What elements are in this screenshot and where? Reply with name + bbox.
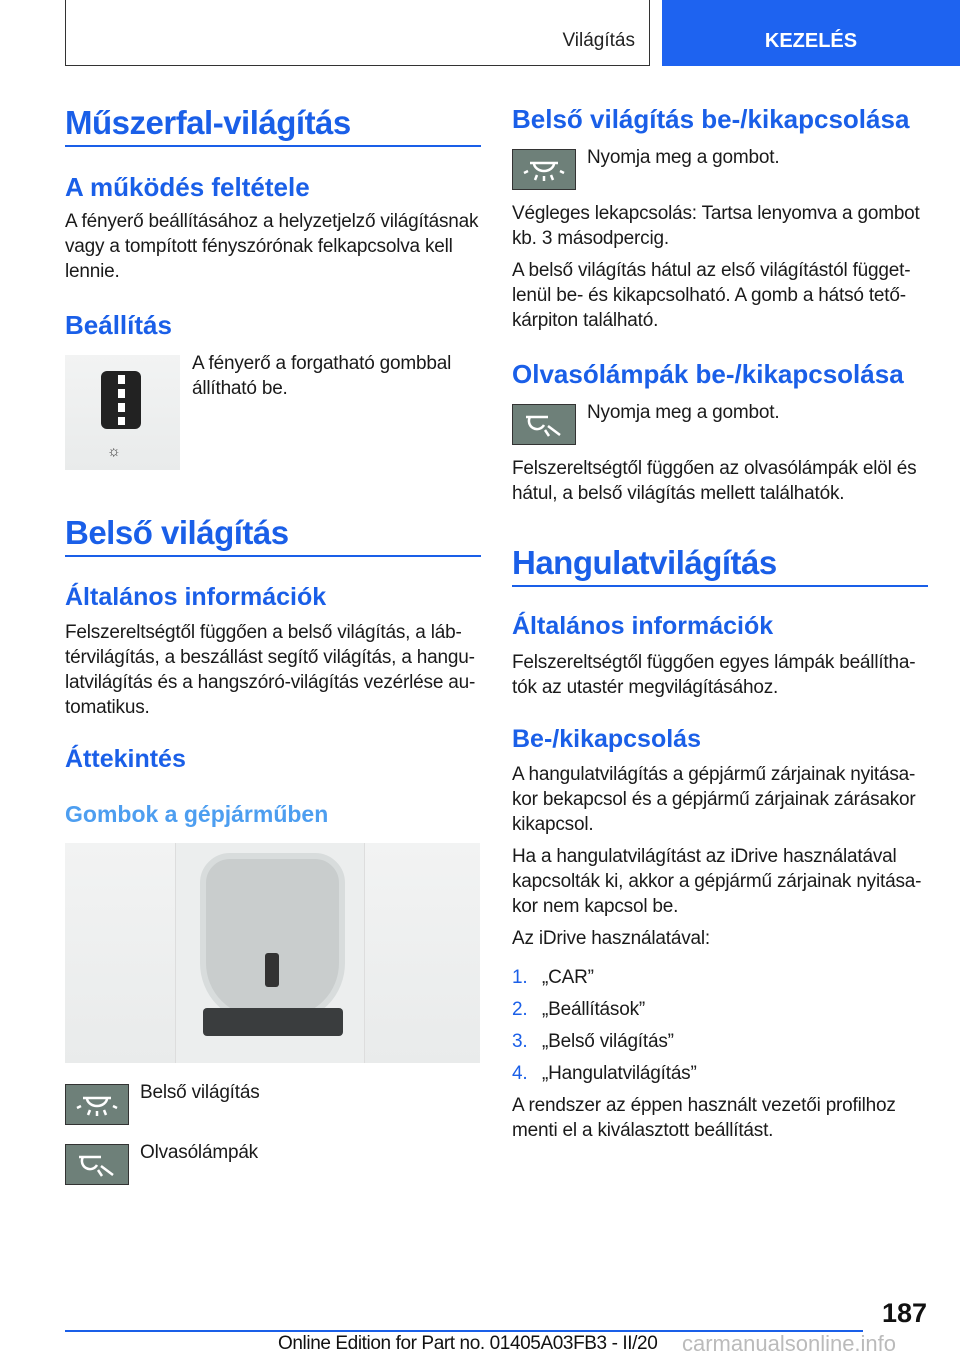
on-off-text-3: Az iDrive használatával: [512,928,710,949]
brightness-icon: ☼ [107,443,121,460]
heading-condition: A működés feltétele [65,172,310,202]
reading-text: Felszereltségtől függően az olvasólámpák elöl és hátul, a belső világítás mellett találhatók. [512,458,917,504]
general-info-text: Felszereltségtől függően a belső világítás, a lábtérvilágítás, a beszállást segítő világítás, a hangulatvilágítás és a hangszóró-világítás vezérlése automatikus. [65,622,476,718]
step-number: 3. [512,1031,528,1052]
step-item [512,1029,674,1054]
watermark[interactable]: carmanualsonline.info [682,1331,897,1356]
step-number: 2. [512,999,528,1020]
reading-light-icon [65,1144,129,1185]
step-number: 1. [512,967,528,988]
roof-console-image [65,843,480,1063]
interior-text-1: Végleges lekapcsolás: Tartsa lenyomva a gombot kb. 3 másodpercig. [512,203,920,249]
heading-reading-on-off: Olvasólámpák be-/kikapcsolása [512,359,904,389]
setting-text: A fényerő a forgatható gombbal állítható be. [192,353,452,399]
section-title: Világítás [562,30,635,51]
step-item [512,965,594,990]
ambient-general-text: Felszereltségtől függően egyes lámpák beállíthatók az utastér megvilágításához. [512,652,916,698]
divider [65,145,481,147]
divider [65,555,481,557]
legend-reading-lights: Olvasólámpák [140,1142,258,1163]
divider [512,585,928,587]
step-number: 4. [512,1063,528,1084]
interior-light-icon [65,1084,129,1125]
heading-on-off: Be-/kikapcsolás [512,725,701,753]
heading-interior-on-off: Belső világítás be-/kikapcsolása [512,104,910,134]
step-item [512,1061,697,1086]
step-item [512,997,645,1022]
condition-text: A fényerő beállításához a helyzetjelző világításnak vagy a tompított fényszórónak felkapcsolva kell lennie. [65,211,479,282]
edition-text: Online Edition for Part no. 01405A03FB3 - II/20 [278,1333,658,1354]
heading-interior-lighting: Belső világítás [65,514,289,551]
interior-press-text: Nyomja meg a gombot. [587,147,780,168]
on-off-text-1: A hangulatvilágítás a gépjármű zárjainak nyitásakor bekapcsol és a gépjármű zárjainak zárásakor kikapcsol. [512,764,916,835]
page-number: 187 [881,1298,927,1328]
on-off-text-2: Ha a hangulatvilágítást az iDrive használatával kapcsolták ki, akkor a gépjármű zárjainak nyitásakor nem kapcsol be. [512,846,922,917]
chapter-tab[interactable]: KEZELÉS [662,0,960,66]
on-off-text-4: A rendszer az éppen használt vezetői profilhoz menti el a kiválasztott beállítást. [512,1095,896,1141]
heading-general-info: Általános információk [65,583,327,611]
step-text: „Beállítások” [542,999,645,1020]
interior-text-2: A belső világítás hátul az első világítástól függetlenül be- és kikapcsolható. A gomb a hátsó tetőkárpiton található. [512,260,911,331]
step-text: „Belső világítás” [542,1031,674,1052]
heading-dashboard-lighting: Műszerfal-világítás [65,104,351,141]
heading-buttons-in-vehicle: Gombok a gépjárműben [65,801,329,827]
interior-light-icon [512,149,576,190]
dimmer-wheel-image [65,355,180,470]
reading-press-text: Nyomja meg a gombot. [587,402,780,423]
heading-ambient-lighting: Hangulatvilágítás [512,544,777,581]
step-text: „CAR” [542,967,594,988]
heading-overview: Áttekintés [65,745,186,773]
step-text: „Hangulatvilágítás” [542,1063,697,1084]
header-box [65,0,650,66]
heading-general-info-ambient: Általános információk [512,612,774,640]
heading-setting: Beállítás [65,310,172,340]
legend-interior-light: Belső világítás [140,1082,260,1103]
reading-light-icon [512,404,576,445]
